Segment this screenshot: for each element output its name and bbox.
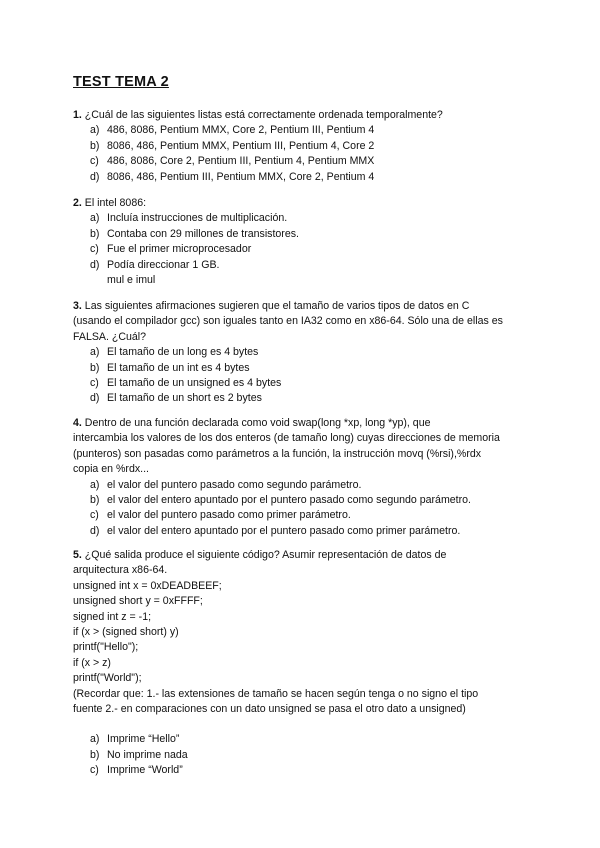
- option-b: [73, 361, 553, 376]
- question-text-line: Las siguientes afirmaciones sugieren que el tamaño de varios tipos de datos en C: [84, 300, 470, 312]
- option-letter: a): [90, 124, 100, 137]
- option-text: Incluía instrucciones de multiplicación.: [107, 212, 288, 225]
- question-text-line: fuente 2.- en comparaciones con un dato unsigned se pasa el otro dato a unsigned): [73, 703, 466, 716]
- question-text-line: arquitectura x86-64.: [73, 564, 168, 577]
- option-d: [73, 391, 553, 406]
- option-text: Imprime “World”: [107, 764, 183, 777]
- option-text: 486, 8086, Core 2, Pentium III, Pentium 4, Pentium MMX: [107, 155, 375, 168]
- option-text: El tamaño de un unsigned es 4 bytes: [107, 377, 282, 390]
- option-letter: c): [90, 243, 99, 256]
- option-a: [73, 478, 553, 493]
- option-text: No imprime nada: [107, 748, 188, 761]
- option-text: el valor del puntero pasado como segundo parámetro.: [107, 478, 362, 491]
- question-text-line: (punteros) son pasadas como parámetros a la función, la instrucción movq (%rsi),%rdx: [73, 447, 482, 460]
- option-letter: c): [90, 377, 99, 390]
- option-b: [73, 227, 553, 242]
- code-line: signed int z = -1;: [73, 610, 152, 623]
- option-c: [73, 154, 553, 169]
- option-letter: c): [90, 155, 99, 168]
- option-letter: a): [90, 478, 100, 491]
- option-a: [73, 123, 553, 138]
- question-text-line: (usando el compilador gcc) son iguales tanto en IA32 como en x86-64. Sólo una de ellas es: [73, 315, 503, 328]
- option-c: [73, 508, 553, 523]
- option-letter: d): [90, 258, 100, 271]
- option-letter: d): [90, 524, 100, 537]
- option-text: Contaba con 29 millones de transistores.: [107, 227, 299, 240]
- answer-note: mul e imul: [107, 274, 156, 287]
- question-text-line: intercambia los valores de los dos enteros (de tamaño long) cuyas direcciones de memoria: [73, 432, 500, 445]
- option-text: el valor del puntero pasado como primer parámetro.: [107, 509, 351, 522]
- question-4: [73, 416, 553, 539]
- option-text: El tamaño de un long es 4 bytes: [107, 346, 259, 359]
- option-text: el valor del entero apuntado por el puntero pasado como primer parámetro.: [107, 524, 461, 537]
- document-title: TEST TEMA 2: [73, 74, 169, 90]
- options-list: [73, 211, 553, 273]
- code-line: printf("World");: [73, 672, 142, 685]
- option-letter: c): [90, 764, 99, 777]
- question-number: 1.: [73, 109, 82, 121]
- option-text: 8086, 486, Pentium III, Pentium MMX, Core 2, Pentium 4: [107, 170, 375, 183]
- option-text: El tamaño de un int es 4 bytes: [107, 361, 250, 374]
- option-letter: b): [90, 494, 100, 507]
- option-letter: b): [90, 139, 100, 152]
- code-line: unsigned int x = 0xDEADBEEF;: [73, 579, 222, 592]
- option-letter: a): [90, 346, 100, 359]
- option-text: Imprime “Hello”: [107, 733, 180, 746]
- question-text-line: FALSA. ¿Cuál?: [73, 330, 147, 343]
- option-b: [73, 139, 553, 154]
- question-text-line: (Recordar que: 1.- las extensiones de tamaño se hacen según tenga o no signo el tipo: [73, 687, 479, 700]
- question-number: 2.: [73, 197, 82, 209]
- question-number: 4.: [73, 417, 82, 429]
- option-letter: a): [90, 733, 100, 746]
- question-3: [73, 299, 553, 407]
- option-a: [73, 345, 553, 360]
- code-line: unsigned short y = 0xFFFF;: [73, 595, 203, 608]
- option-letter: b): [90, 361, 100, 374]
- options-list: [73, 345, 553, 407]
- option-letter: b): [90, 748, 100, 761]
- question-2: [73, 196, 553, 288]
- question-text-line: Dentro de una función declarada como void swap(long *xp, long *yp), que: [84, 417, 431, 429]
- options-list: [73, 732, 553, 778]
- option-c: [73, 376, 553, 391]
- option-text: El tamaño de un short es 2 bytes: [107, 392, 262, 405]
- option-text: Fue el primer microprocesador: [107, 243, 252, 256]
- question-text: ¿Cuál de las siguientes listas está correctamente ordenada temporalmente?: [84, 109, 443, 121]
- code-line: printf("Hello");: [73, 641, 139, 654]
- option-text: 486, 8086, Pentium MMX, Core 2, Pentium III, Pentium 4: [107, 124, 375, 137]
- option-text: el valor del entero apuntado por el puntero pasado como segundo parámetro.: [107, 494, 471, 507]
- option-letter: c): [90, 509, 99, 522]
- option-letter: a): [90, 212, 100, 225]
- option-d: [73, 170, 553, 185]
- question-number: 5.: [73, 549, 82, 561]
- option-a: [73, 732, 553, 747]
- option-b: [73, 493, 553, 508]
- options-list: [73, 478, 553, 540]
- option-text: Podía direccionar 1 GB.: [107, 258, 220, 271]
- question-1: [73, 108, 553, 185]
- option-d: [73, 524, 553, 539]
- code-line: if (x > z): [73, 656, 111, 669]
- question-text-line: ¿Qué salida produce el siguiente código? Asumir representación de datos de: [84, 549, 447, 561]
- option-letter: d): [90, 392, 100, 405]
- option-c: [73, 242, 553, 257]
- question-5: [73, 548, 553, 779]
- option-letter: b): [90, 227, 100, 240]
- option-a: [73, 211, 553, 226]
- options-list: [73, 123, 553, 185]
- question-text-line: copia en %rdx...: [73, 463, 149, 476]
- option-c: [73, 763, 553, 778]
- option-letter: d): [90, 170, 100, 183]
- option-d: [73, 258, 553, 273]
- code-line: if (x > (signed short) y): [73, 626, 179, 639]
- question-text: El intel 8086:: [84, 197, 147, 209]
- option-b: [73, 748, 553, 763]
- question-number: 3.: [73, 300, 82, 312]
- option-text: 8086, 486, Pentium MMX, Pentium III, Pentium 4, Core 2: [107, 139, 375, 152]
